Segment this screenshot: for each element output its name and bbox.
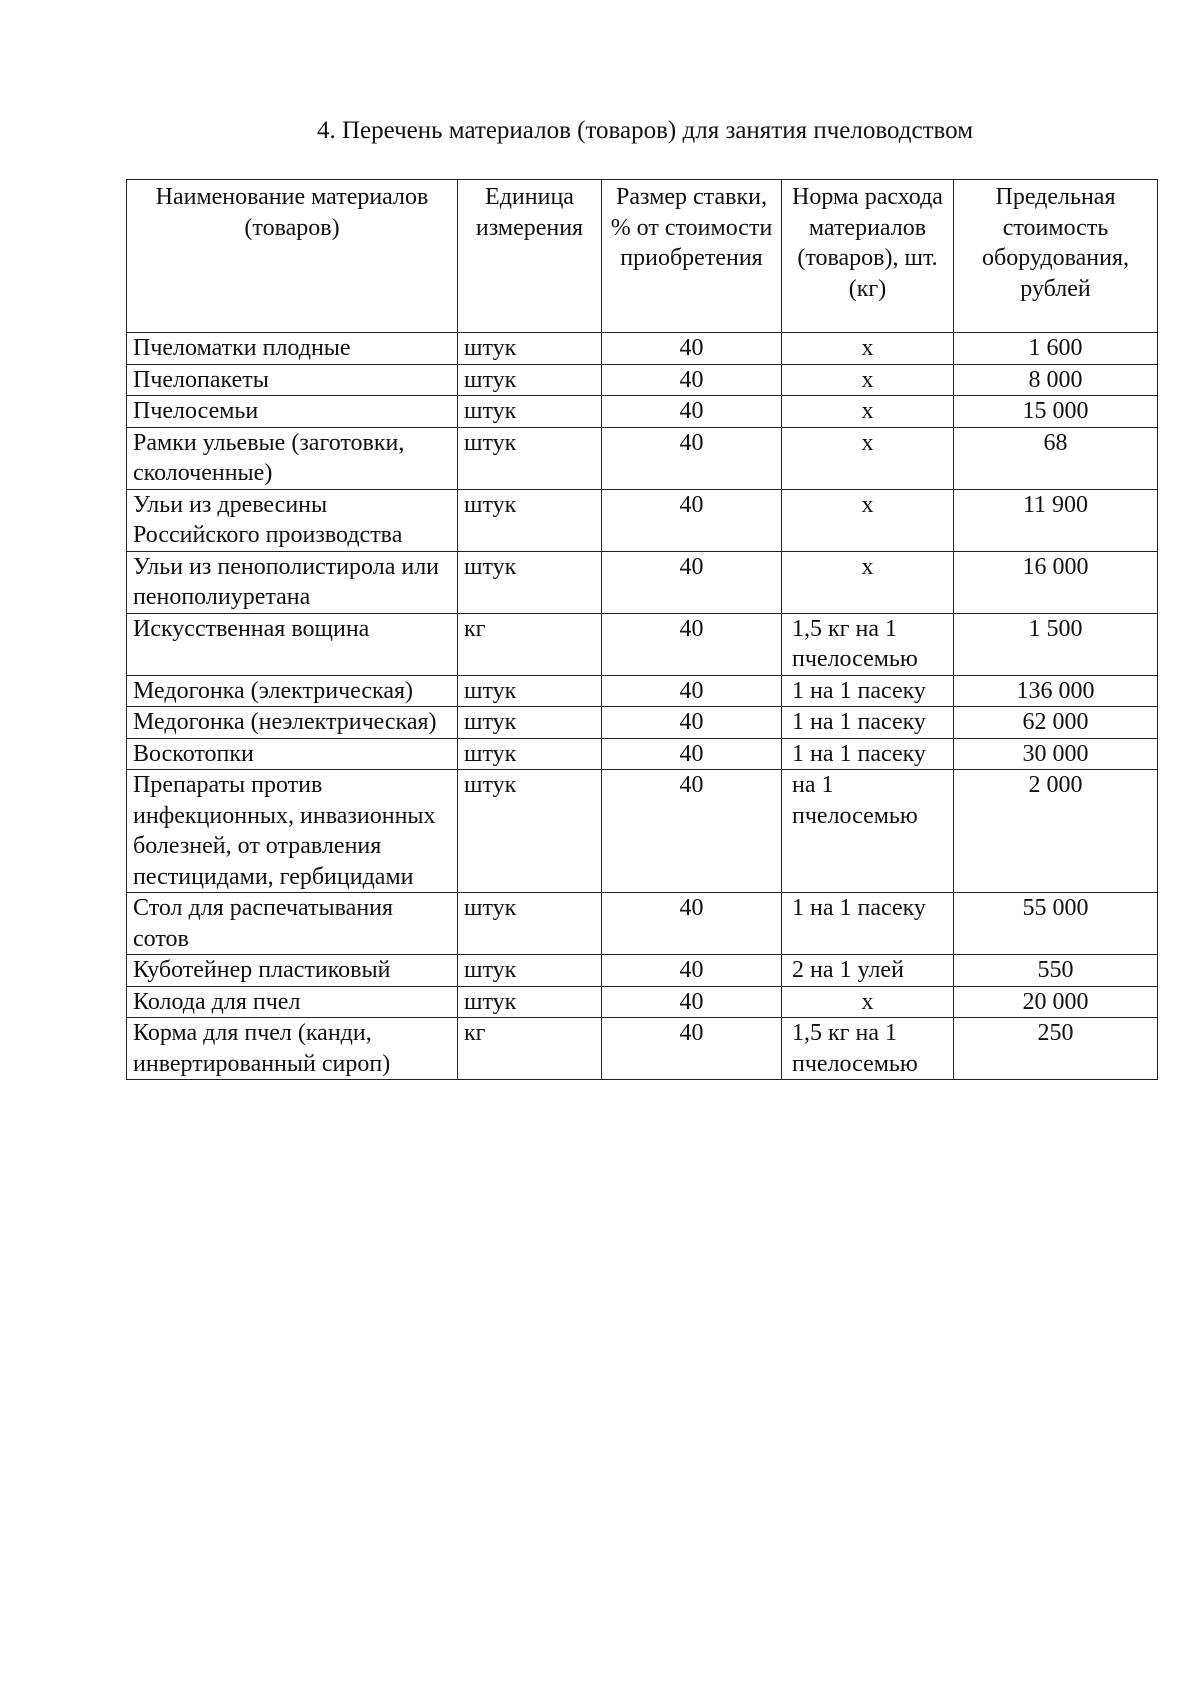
cell-unit: штук [458,396,602,428]
table-row [127,955,1158,987]
table-row [127,427,1158,489]
cell-norm: 1,5 кг на 1 пчелосемью [782,613,954,675]
cell-norm: 2 на 1 улей [782,955,954,987]
cell-norm: х [782,489,954,551]
cell-rate: 40 [602,675,782,707]
cell-rate: 40 [602,489,782,551]
cell-rate: 40 [602,333,782,365]
cell-price: 55 000 [954,893,1158,955]
cell-norm: х [782,427,954,489]
cell-unit: штук [458,364,602,396]
cell-name: Пчеломатки плодные [127,333,458,365]
table-row [127,738,1158,770]
cell-rate: 40 [602,893,782,955]
table-row [127,364,1158,396]
cell-norm: 1 на 1 пасеку [782,675,954,707]
cell-name: Ульи из древесины Российского производства [127,489,458,551]
cell-unit: штук [458,675,602,707]
header-name: Наименование материалов (товаров) [127,180,458,333]
header-norm: Норма расхода материалов (товаров), шт. (кг) [782,180,954,333]
materials-table [126,179,1158,1080]
table-row [127,551,1158,613]
table-row [127,675,1158,707]
cell-price: 136 000 [954,675,1158,707]
cell-name: Препараты против инфекционных, инвазионных болезней, от отравления пестицидами, гербицидами [127,770,458,893]
cell-rate: 40 [602,613,782,675]
cell-rate: 40 [602,364,782,396]
cell-rate: 40 [602,1018,782,1080]
table-row [127,707,1158,739]
cell-name: Искусственная вощина [127,613,458,675]
table-row [127,489,1158,551]
cell-unit: штук [458,551,602,613]
cell-norm: 1 на 1 пасеку [782,707,954,739]
cell-norm: х [782,364,954,396]
cell-price: 30 000 [954,738,1158,770]
cell-price: 550 [954,955,1158,987]
cell-rate: 40 [602,986,782,1018]
table-row [127,1018,1158,1080]
cell-unit: штук [458,707,602,739]
cell-norm: на 1 пчелосемью [782,770,954,893]
cell-name: Рамки ульевые (заготовки, сколоченные) [127,427,458,489]
cell-unit: штук [458,770,602,893]
cell-unit: штук [458,893,602,955]
table-header-row [127,180,1158,333]
table-row [127,333,1158,365]
cell-unit: кг [458,1018,602,1080]
cell-norm: х [782,333,954,365]
cell-name: Стол для распечатывания сотов [127,893,458,955]
cell-price: 2 000 [954,770,1158,893]
table-row [127,396,1158,428]
cell-unit: штук [458,333,602,365]
table-row [127,613,1158,675]
cell-name: Корма для пчел (канди, инвертированный сироп) [127,1018,458,1080]
cell-norm: х [782,551,954,613]
cell-rate: 40 [602,738,782,770]
cell-name: Медогонка (электрическая) [127,675,458,707]
cell-norm: 1 на 1 пасеку [782,893,954,955]
header-price: Предельная стоимость оборудования, рублей [954,180,1158,333]
page-title: 4. Перечень материалов (товаров) для занятия пчеловодством [316,117,974,144]
cell-price: 16 000 [954,551,1158,613]
cell-price: 15 000 [954,396,1158,428]
cell-norm: х [782,396,954,428]
table-body [127,333,1158,1080]
cell-name: Пчелопакеты [127,364,458,396]
cell-price: 1 500 [954,613,1158,675]
cell-unit: штук [458,427,602,489]
cell-price: 20 000 [954,986,1158,1018]
cell-name: Колода для пчел [127,986,458,1018]
cell-rate: 40 [602,551,782,613]
cell-name: Медогонка (неэлектрическая) [127,707,458,739]
table-row [127,986,1158,1018]
cell-rate: 40 [602,427,782,489]
cell-unit: штук [458,986,602,1018]
cell-name: Воскотопки [127,738,458,770]
cell-norm: 1 на 1 пасеку [782,738,954,770]
table-row [127,893,1158,955]
cell-norm: х [782,986,954,1018]
cell-rate: 40 [602,770,782,893]
cell-unit: штук [458,955,602,987]
header-rate: Размер ставки, % от стоимости приобретения [602,180,782,333]
table-row [127,770,1158,893]
cell-price: 11 900 [954,489,1158,551]
cell-price: 68 [954,427,1158,489]
cell-price: 1 600 [954,333,1158,365]
cell-unit: штук [458,489,602,551]
cell-name: Ульи из пенополистирола или пенополиуретана [127,551,458,613]
cell-price: 8 000 [954,364,1158,396]
cell-rate: 40 [602,396,782,428]
cell-rate: 40 [602,955,782,987]
cell-name: Пчелосемьи [127,396,458,428]
cell-price: 62 000 [954,707,1158,739]
cell-name: Куботейнер пластиковый [127,955,458,987]
cell-unit: кг [458,613,602,675]
cell-rate: 40 [602,707,782,739]
cell-norm: 1,5 кг на 1 пчелосемью [782,1018,954,1080]
header-unit: Единица измерения [458,180,602,333]
cell-unit: штук [458,738,602,770]
cell-price: 250 [954,1018,1158,1080]
